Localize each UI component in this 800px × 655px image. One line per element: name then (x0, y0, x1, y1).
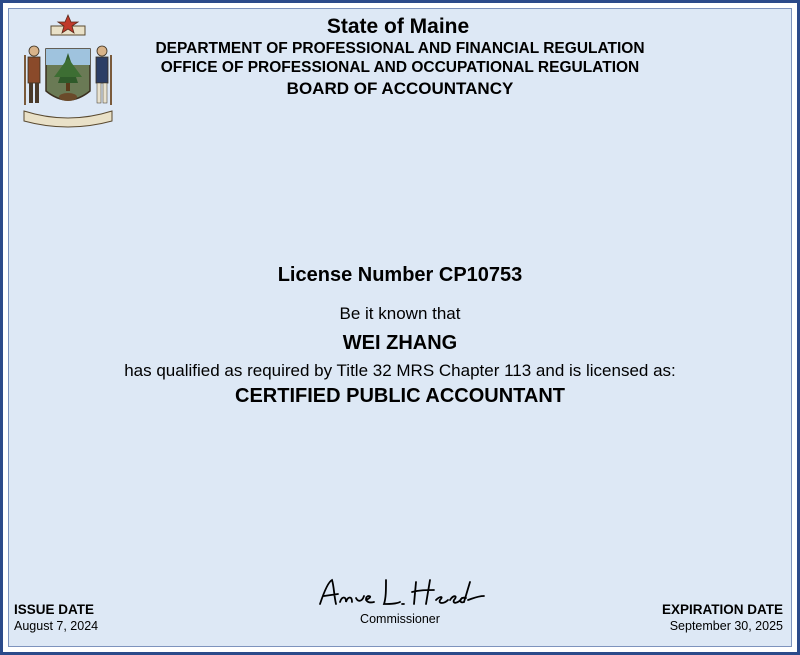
license-number: License Number CP10753 (277, 264, 523, 286)
expiration-date-block (662, 602, 783, 634)
licensee-name: WEI ZHANG (342, 332, 458, 354)
commissioner-signature (308, 572, 488, 612)
intro-text: Be it known that (339, 304, 461, 323)
license-type: CERTIFIED PUBLIC ACCOUNTANT (235, 385, 565, 407)
office-name: OFFICE OF PROFESSIONAL AND OCCUPATIONAL REGULATION (160, 59, 640, 76)
issue-date-label: ISSUE DATE (14, 602, 95, 617)
board-name: BOARD OF ACCOUNTANCY (286, 79, 514, 98)
expiration-date-value: September 30, 2025 (669, 619, 783, 633)
signature-block (300, 572, 500, 632)
state-title: State of Maine (326, 15, 470, 38)
certificate-header (0, 14, 800, 100)
issue-date-block (14, 602, 98, 634)
expiration-date-label: EXPIRATION DATE (661, 602, 783, 617)
commissioner-label: Commissioner (360, 612, 440, 626)
department-name: DEPARTMENT OF PROFESSIONAL AND FINANCIAL REGULATION (155, 40, 645, 57)
license-body (0, 261, 800, 409)
issue-date-value: August 7, 2024 (14, 619, 99, 633)
qualification-text: has qualified as required by Title 32 MRS Chapter 113 and is licensed as: (124, 361, 676, 380)
